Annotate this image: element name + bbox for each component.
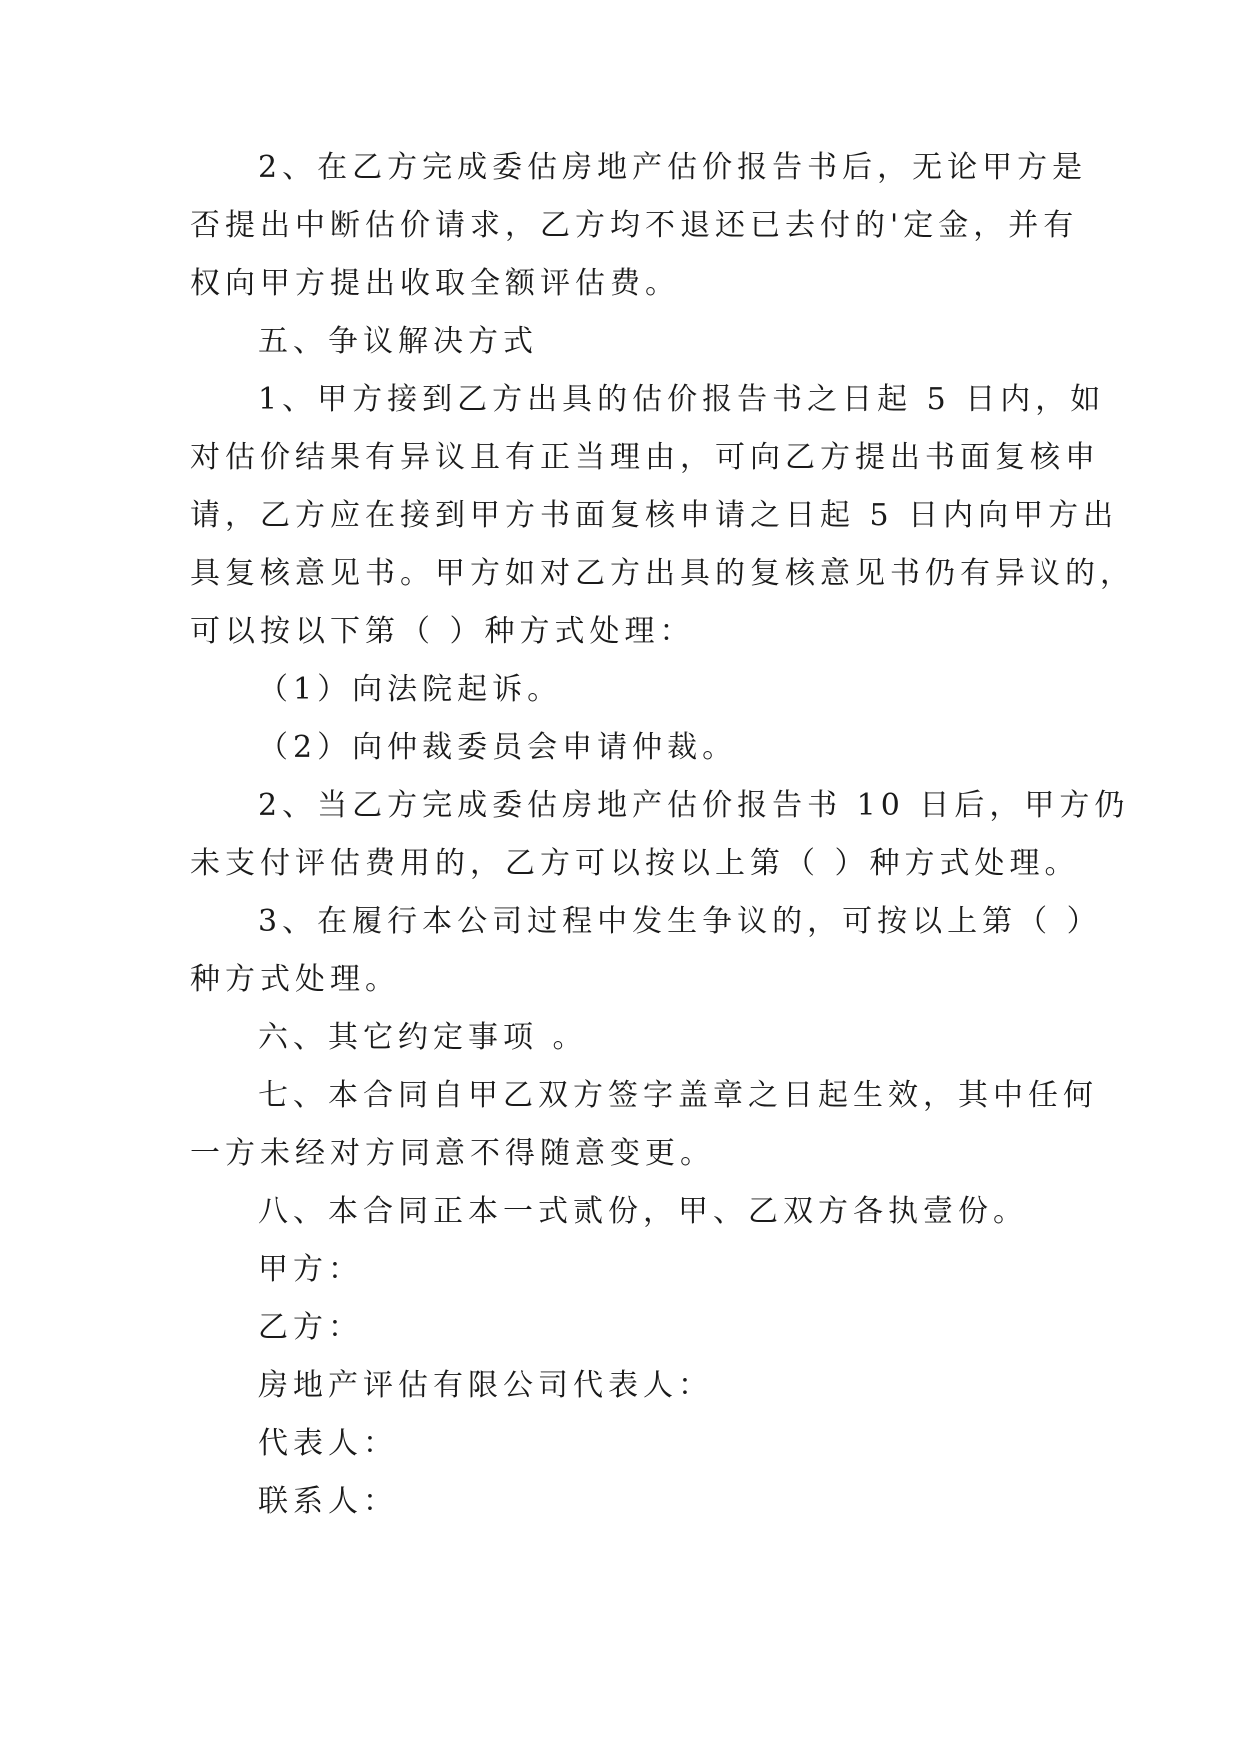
signature-label-contact: 联系人： bbox=[258, 1484, 398, 1519]
text-line: 2、在乙方完成委估房地产估价报告书后，无论甲方是 bbox=[258, 150, 1088, 185]
signature-label-representative: 代表人： bbox=[258, 1426, 398, 1461]
signature-label-company-rep: 房地产评估有限公司代表人： bbox=[258, 1368, 713, 1403]
text-line: 2、当乙方完成委估房地产估价报告书 10 日后，甲方仍 bbox=[258, 788, 1130, 823]
signature-label-party-a: 甲方： bbox=[258, 1252, 363, 1287]
signature-label-party-b: 乙方： bbox=[258, 1310, 363, 1345]
text-line: 请，乙方应在接到甲方书面复核申请之日起 5 日内向甲方出 bbox=[190, 498, 1119, 533]
text-line: 1、甲方接到乙方出具的估价报告书之日起 5 日内，如 bbox=[258, 382, 1106, 417]
list-item: （1）向法院起诉。 bbox=[258, 672, 563, 707]
text-line: 种方式处理。 bbox=[190, 962, 400, 997]
text-line: 具复核意见书。甲方如对乙方出具的复核意见书仍有异议的， bbox=[190, 556, 1135, 591]
text-line: 八、本合同正本一式贰份，甲、乙双方各执壹份。 bbox=[258, 1194, 1028, 1229]
text-line: 对估价结果有异议且有正当理由，可向乙方提出书面复核申 bbox=[190, 440, 1100, 475]
text-line: 否提出中断估价请求，乙方均不退还已去付的'定金，并有 bbox=[190, 208, 1079, 243]
text-line: 3、在履行本公司过程中发生争议的，可按以上第（ ） bbox=[258, 904, 1102, 939]
text-line: 未支付评估费用的，乙方可以按以上第（ ）种方式处理。 bbox=[190, 846, 1080, 881]
text-line: 七、本合同自甲乙双方签字盖章之日起生效，其中任何 bbox=[258, 1078, 1098, 1113]
text-line: 一方未经对方同意不得随意变更。 bbox=[190, 1136, 715, 1171]
text-line: 权向甲方提出收取全额评估费。 bbox=[190, 266, 680, 301]
list-item: （2）向仲裁委员会申请仲裁。 bbox=[258, 730, 738, 765]
section-heading: 五、争议解决方式 bbox=[258, 324, 538, 359]
text-line: 可以按以下第（ ）种方式处理： bbox=[190, 614, 695, 649]
section-heading: 六、其它约定事项 。 bbox=[258, 1020, 588, 1055]
